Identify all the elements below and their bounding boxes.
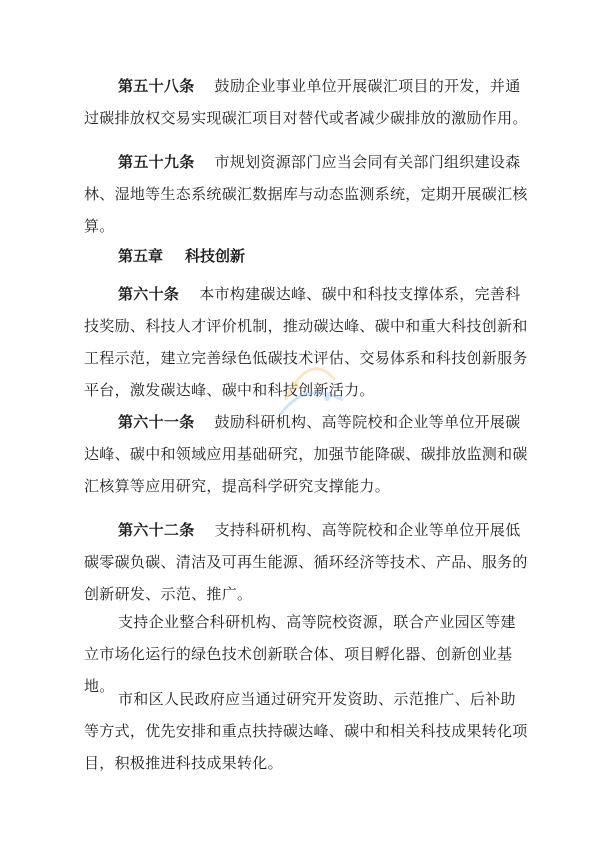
- paragraph: 市和区人民政府应当通过研究开发资助、示范推广、后补助等方式，优先安排和重点扶持碳达峰、碳中和相关科技成果转化项目，积极推进科技成果转化。: [84, 690, 528, 772]
- paragraph: 支持企业整合科研机构、高等院校资源，联合产业园区等建立市场化运行的绿色技术创新联合体、项目孵化器、创新创业基地。: [84, 613, 516, 695]
- article-text: 鼓励企业事业单位开展碳汇项目的开发，并通过碳排放权交易实现碳汇项目对替代或者减少碳排放的激励作用。: [84, 77, 528, 127]
- article-text: 支持科研机构、高等院校和企业等单位开展低碳零碳负碳、清洁及可再生能源、循环经济等技术、产品、服务的创新研发、示范、推广。: [84, 521, 528, 603]
- article-number: 第五十八条: [118, 77, 195, 95]
- chapter-number: 第五章: [118, 247, 164, 265]
- article-number: 第六十二条: [118, 521, 195, 539]
- chapter-title: 科技创新: [185, 247, 246, 265]
- article-number: 第六十一条: [118, 413, 195, 431]
- article-text: 市规划资源部门应当会同有关部门组织建设森林、湿地等生态系统碳汇数据库与动态监测系统，定期开展碳汇核算。: [84, 153, 528, 235]
- article-number: 第五十九条: [118, 153, 195, 171]
- article-59: [84, 146, 528, 242]
- article-60: [84, 278, 528, 406]
- article-58: [84, 70, 528, 134]
- article-number: 第六十条: [118, 285, 180, 303]
- chapter-heading: [118, 240, 245, 272]
- article-text: 鼓励科研机构、高等院校和企业等单位开展碳达峰、碳中和领域应用基础研究，加强节能降碳、碳排放监测和碳汇核算等应用研究，提高科学研究支撑能力。: [84, 413, 528, 495]
- article-62: [84, 514, 528, 610]
- article-61: [84, 406, 528, 502]
- article-text: 本市构建碳达峰、碳中和科技支撑体系，完善科技奖励、科技人才评价机制，推动碳达峰、碳中和重大科技创新和工程示范，建立完善绿色低碳技术评估、交易体系和科技创新服务平台，激发碳达峰、碳中和科技创新活力。: [84, 285, 528, 399]
